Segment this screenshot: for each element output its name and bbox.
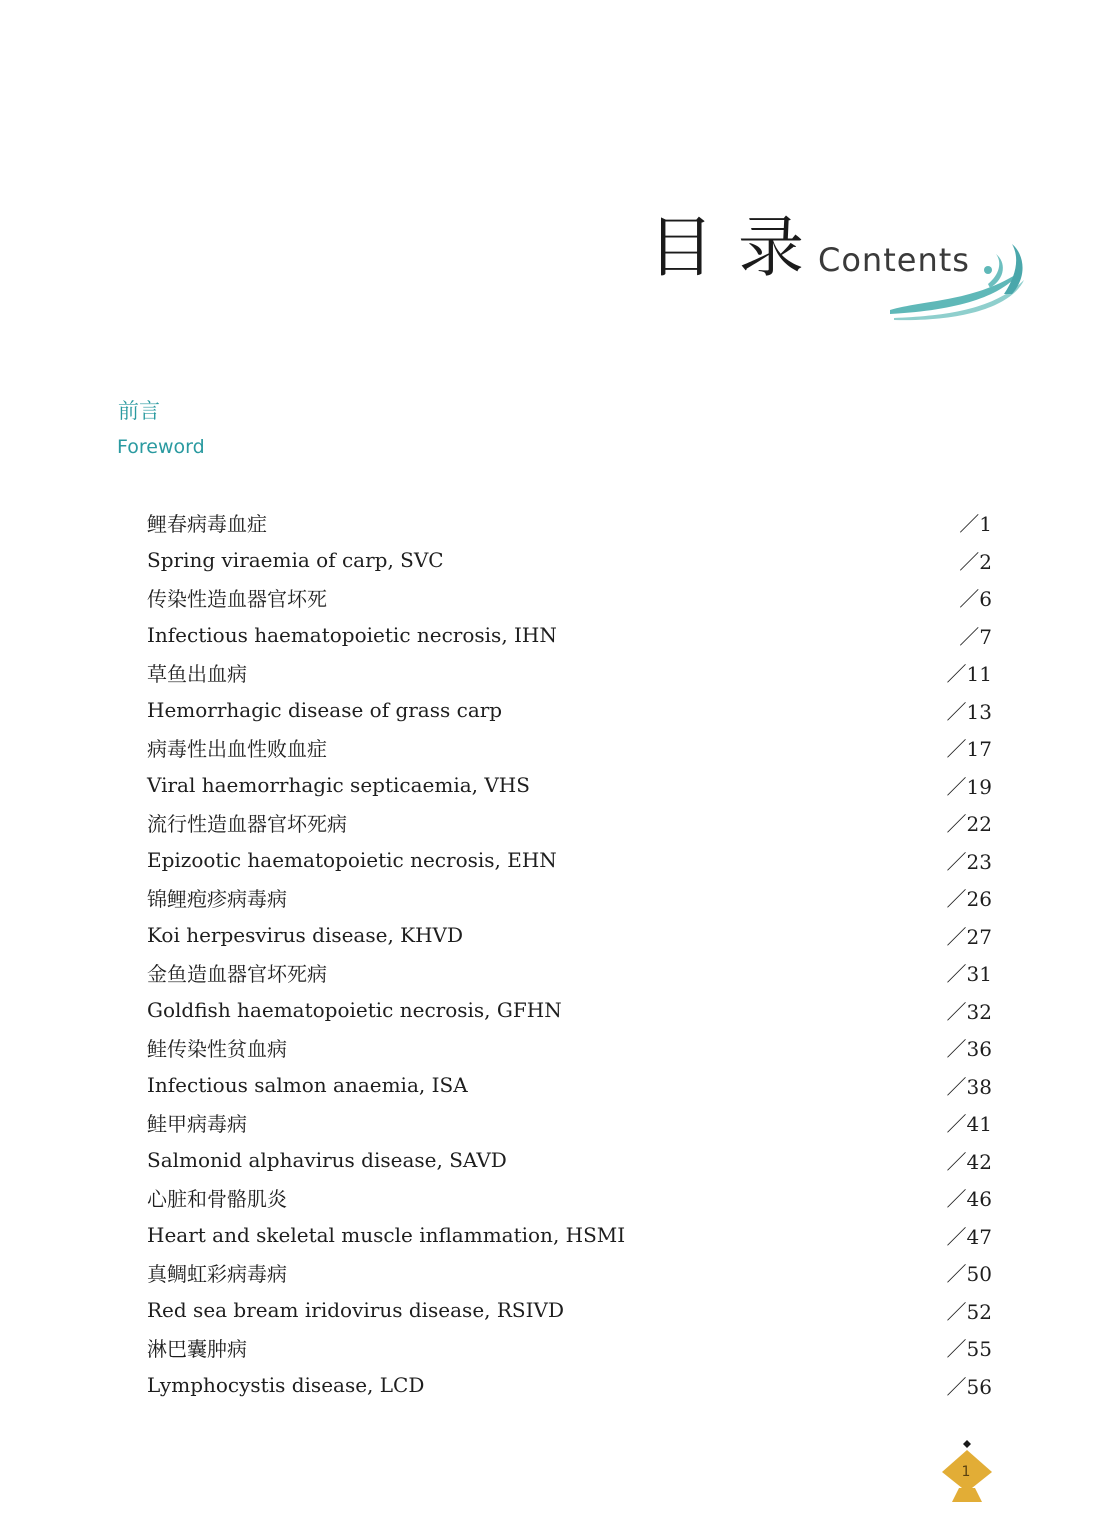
toc-entry-title: Koi herpesvirus disease, KHVD: [147, 923, 464, 948]
toc-entry-page: ／17: [946, 737, 992, 762]
toc-entry-page: ／36: [946, 1037, 992, 1062]
toc-entry-page: ／6: [959, 587, 992, 612]
toc-entry[interactable]: [147, 504, 992, 542]
page-number: 1: [961, 1464, 971, 1480]
toc-entry[interactable]: [147, 1067, 992, 1105]
toc-entry[interactable]: [147, 992, 992, 1030]
toc-entry-page: ／13: [946, 699, 992, 724]
toc-entry-title: 病毒性出血性败血症: [147, 737, 327, 762]
toc-entry-page: ／46: [946, 1187, 992, 1212]
toc-entry[interactable]: [147, 1329, 992, 1367]
toc-entry[interactable]: [147, 729, 992, 767]
toc-entry[interactable]: [147, 1292, 992, 1330]
toc-entry-page: ／27: [946, 924, 992, 949]
toc-entry-page: ／32: [946, 999, 992, 1024]
toc-entry[interactable]: [147, 879, 992, 917]
toc-entry-page: ／26: [946, 887, 992, 912]
toc-entry-title: Hemorrhagic disease of grass carp: [147, 698, 503, 723]
toc-entry-page: ／19: [946, 774, 992, 799]
toc-entry[interactable]: [147, 917, 992, 955]
toc-entry-title: 鲑甲病毒病: [147, 1112, 247, 1137]
toc-entry-page: ／41: [946, 1112, 992, 1137]
toc-entry-page: ／47: [946, 1224, 992, 1249]
toc-entry-title: 淋巴囊肿病: [147, 1337, 247, 1362]
toc-entry-title: 真鲷虹彩病毒病: [147, 1262, 287, 1287]
toc-entry-page: ／50: [946, 1262, 992, 1287]
page-title-chinese: 目录: [648, 209, 828, 286]
toc-entry-page: ／11: [946, 662, 992, 687]
toc-entry-title: 传染性造血器官坏死: [147, 587, 327, 612]
toc-entry-title: 鲑传染性贫血病: [147, 1037, 287, 1062]
toc-entry-page: ／7: [959, 624, 992, 649]
toc-entry-title: Epizootic haematopoietic necrosis, EHN: [147, 848, 557, 873]
toc-entry-title: Infectious salmon anaemia, ISA: [147, 1073, 468, 1098]
toc-entry-title: Infectious haematopoietic necrosis, IHN: [147, 623, 557, 648]
toc-entry-title: 心脏和骨骼肌炎: [147, 1187, 287, 1212]
toc-entry-page: ／23: [946, 849, 992, 874]
toc-entry-title: 鲤春病毒血症: [147, 512, 267, 537]
toc-entry[interactable]: [147, 954, 992, 992]
toc-entry[interactable]: [147, 1104, 992, 1142]
toc-entry[interactable]: [147, 1217, 992, 1255]
foreword-heading-chinese: 前言: [118, 399, 160, 423]
toc-entry-page: ／22: [946, 812, 992, 837]
foreword-heading-english: Foreword: [117, 436, 205, 458]
toc-entry-title: 流行性造血器官坏死病: [147, 812, 347, 837]
toc-entry[interactable]: [147, 1367, 992, 1405]
toc-entry-title: Salmonid alphavirus disease, SAVD: [147, 1148, 507, 1173]
toc-entry[interactable]: [147, 804, 992, 842]
toc-entry[interactable]: [147, 1179, 992, 1217]
toc-entry[interactable]: [147, 1142, 992, 1180]
toc-entry-title: Spring viraemia of carp, SVC: [147, 548, 444, 573]
toc-entry[interactable]: [147, 1254, 992, 1292]
table-of-contents: [147, 504, 992, 1404]
toc-entry-title: 金鱼造血器官坏死病: [147, 962, 327, 987]
toc-entry[interactable]: [147, 654, 992, 692]
toc-entry[interactable]: [147, 542, 992, 580]
wave-swirl-icon: [884, 236, 1030, 322]
toc-entry-page: ／52: [946, 1299, 992, 1324]
toc-entry-page: ／38: [946, 1074, 992, 1099]
toc-entry-title: Viral haemorrhagic septicaemia, VHS: [147, 773, 530, 798]
toc-entry[interactable]: [147, 842, 992, 880]
toc-entry[interactable]: [147, 617, 992, 655]
toc-entry-title: Heart and skeletal muscle inflammation, HSMI: [147, 1223, 626, 1248]
toc-entry-title: Red sea bream iridovirus disease, RSIVD: [147, 1298, 565, 1323]
toc-entry-title: 草鱼出血病: [147, 662, 247, 687]
toc-entry-page: ／42: [946, 1149, 992, 1174]
toc-entry[interactable]: [147, 579, 992, 617]
toc-entry-page: ／31: [946, 962, 992, 987]
toc-entry-page: ／1: [959, 512, 992, 537]
toc-entry-title: Lymphocystis disease, LCD: [147, 1373, 425, 1398]
toc-entry-title: Goldfish haematopoietic necrosis, GFHN: [147, 998, 562, 1023]
toc-entry[interactable]: [147, 692, 992, 730]
toc-entry[interactable]: [147, 1029, 992, 1067]
toc-entry-title: 锦鲤疱疹病毒病: [147, 887, 287, 912]
toc-entry-page: ／55: [946, 1337, 992, 1362]
toc-entry-page: ／56: [946, 1374, 992, 1399]
toc-entry-page: ／2: [959, 549, 992, 574]
page-title-english: Contents: [818, 241, 970, 279]
toc-entry[interactable]: [147, 767, 992, 805]
